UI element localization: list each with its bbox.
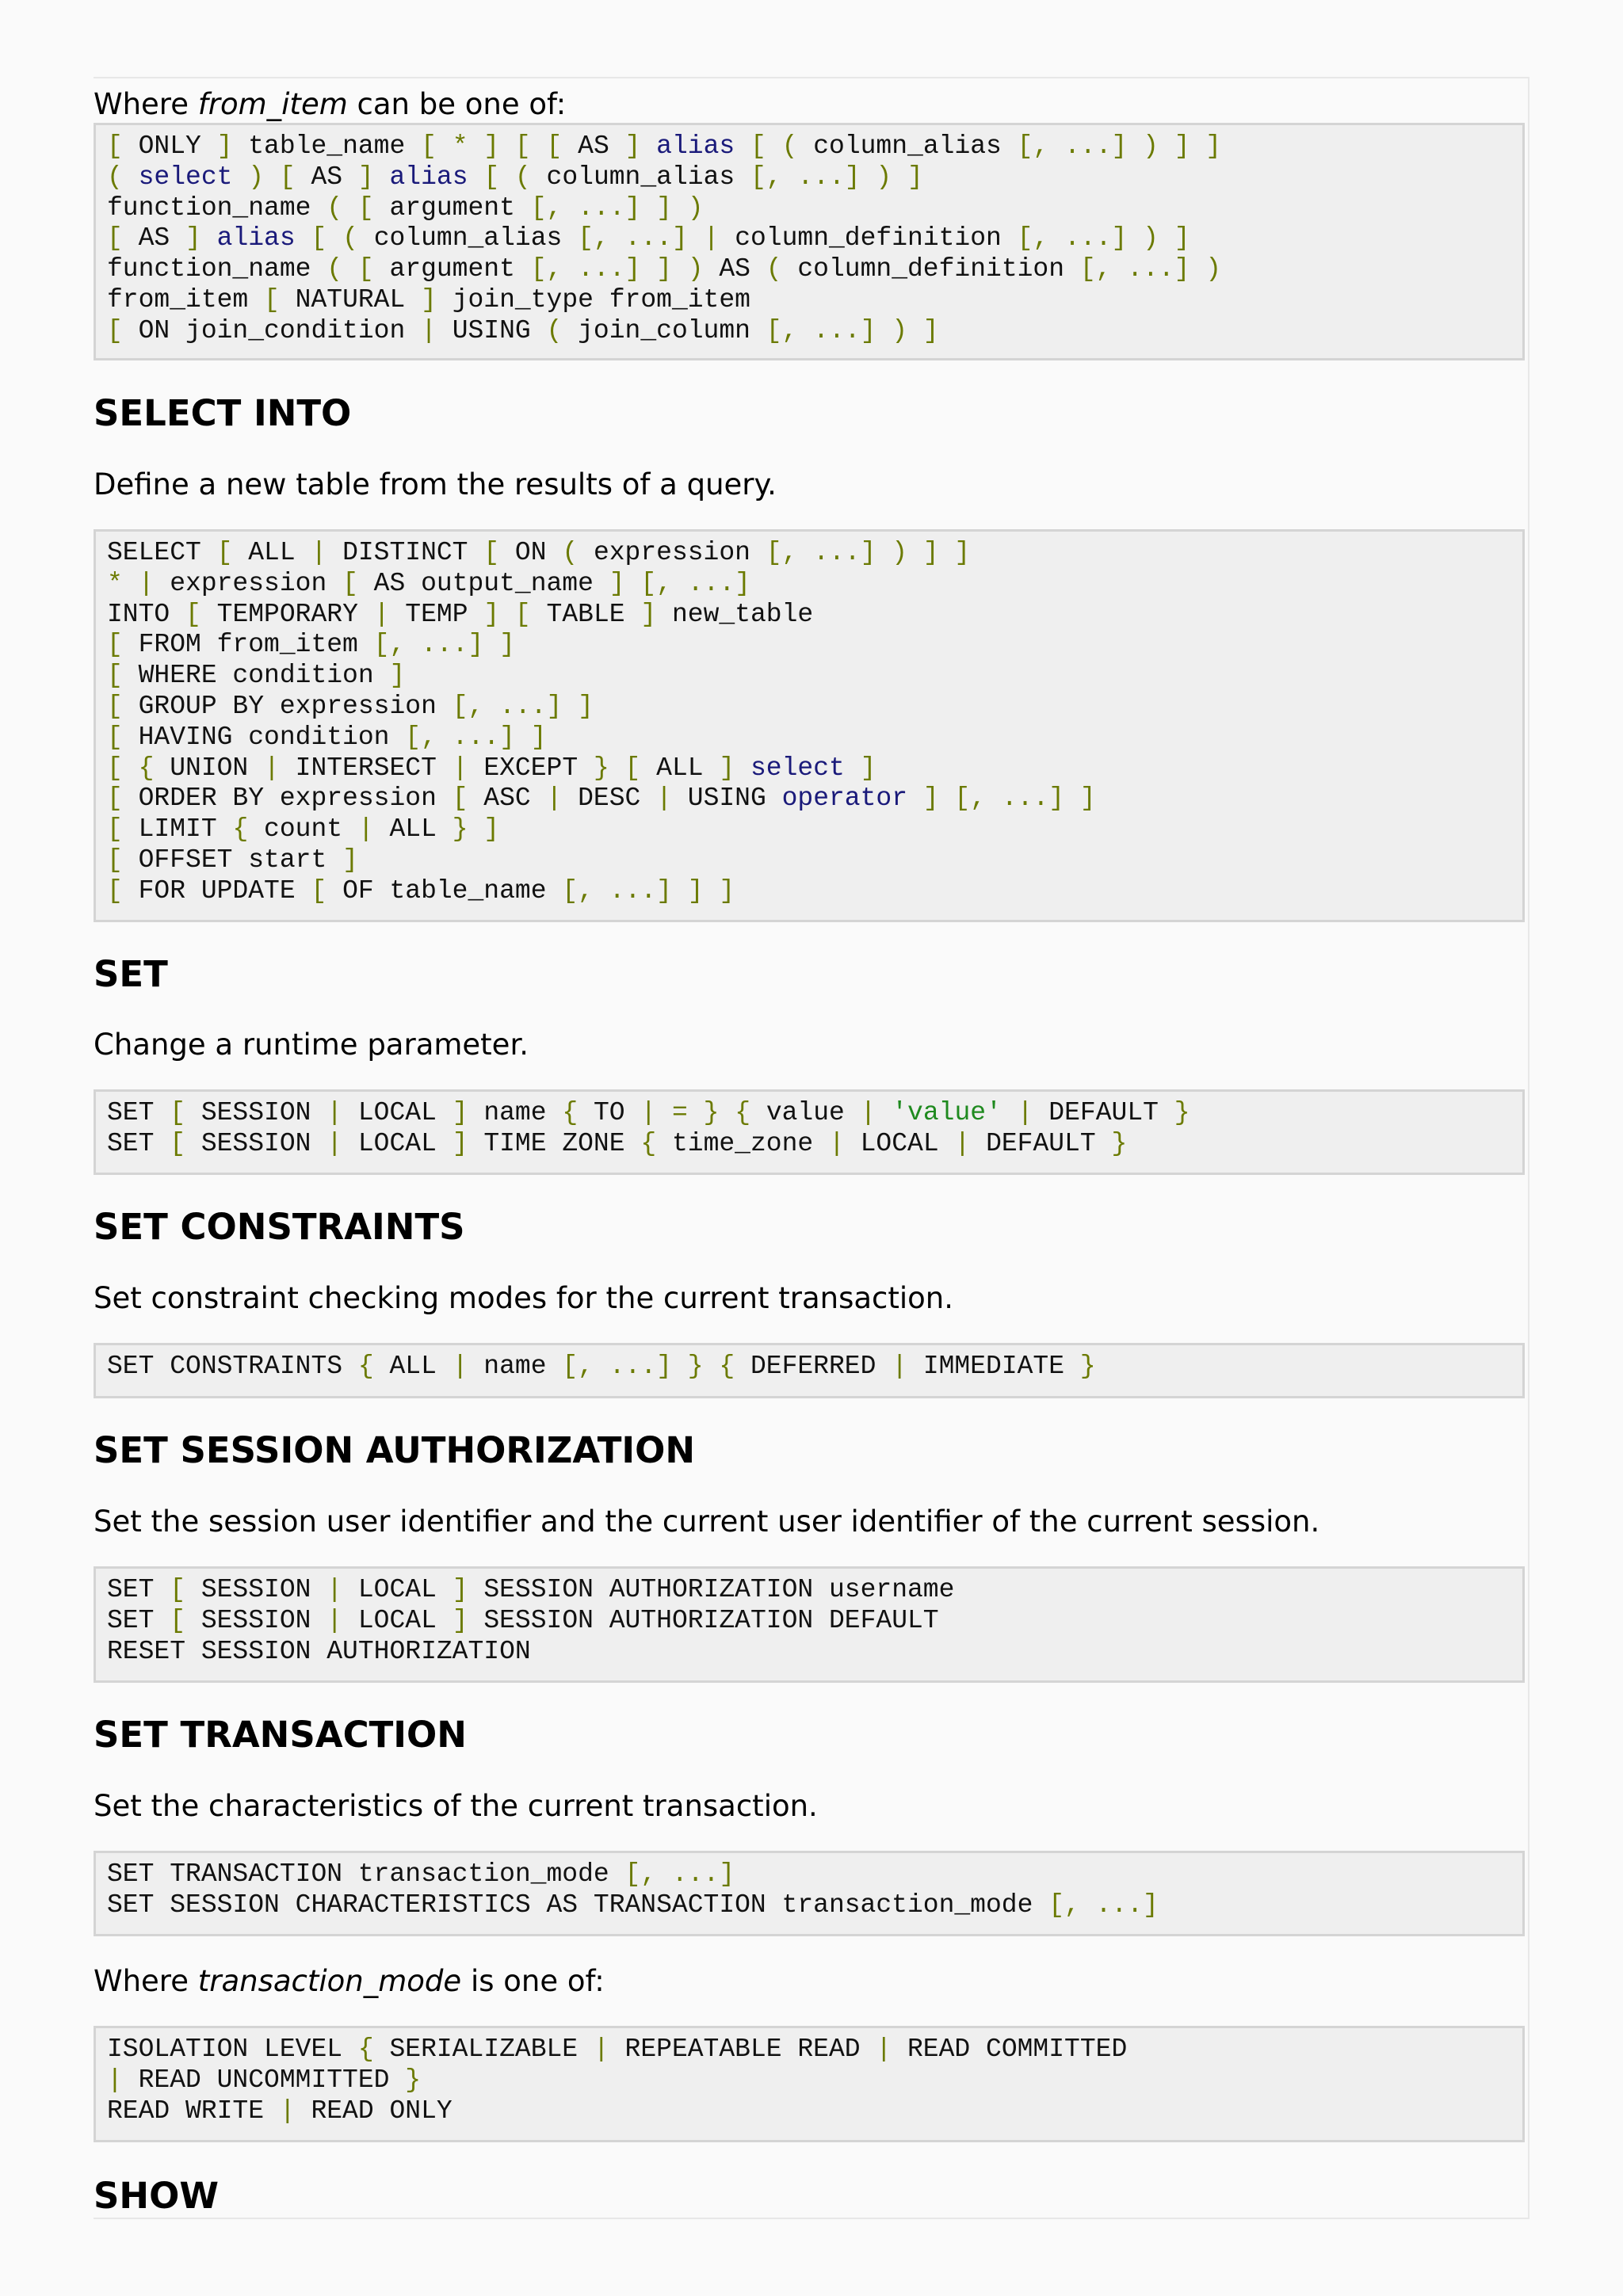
code-line	[107, 132, 1511, 162]
code-punctuation: |	[452, 753, 484, 783]
set-session-authorization-description: Set the session user identifier and the current user identifier of the current session.	[94, 1505, 1320, 1539]
code-line	[107, 1575, 1511, 1606]
code-punctuation: [	[107, 845, 139, 875]
code-punctuation: [	[107, 315, 139, 345]
code-token: value	[766, 1098, 861, 1127]
code-punctuation: |	[860, 1098, 892, 1127]
code-token: NATURAL	[295, 284, 422, 315]
transaction-mode-term: transaction_mode	[197, 1964, 462, 1998]
code-punctuation: [	[452, 784, 484, 814]
code-punctuation: } ]	[452, 814, 500, 845]
code-token: column_definition	[735, 223, 1018, 254]
code-token: SERIALIZABLE	[389, 2035, 594, 2064]
code-punctuation: [, ...] ) ]	[1017, 223, 1190, 254]
code-punctuation: {	[357, 1352, 390, 1381]
code-punctuation: }	[405, 2065, 422, 2095]
code-punctuation: [, ...]	[624, 1859, 735, 1889]
code-token: TIME ZONE	[483, 1128, 641, 1158]
code-line	[107, 723, 1511, 753]
code-line	[107, 753, 1511, 784]
code-punctuation: |	[373, 599, 406, 629]
code-line	[107, 661, 1511, 692]
code-punctuation: |	[954, 1128, 987, 1158]
code-punctuation: [, ...] ]	[452, 691, 594, 721]
code-token: DEFERRED	[750, 1352, 892, 1381]
code-punctuation: [	[170, 1575, 201, 1604]
code-line	[107, 1098, 1511, 1129]
code-token: SET SESSION CHARACTERISTICS AS TRANSACTION transaction_mode	[107, 1890, 1049, 1920]
code-token: READ UNCOMMITTED	[138, 2065, 406, 2095]
code-token: SET	[107, 1575, 170, 1604]
code-punctuation: ]	[185, 223, 217, 254]
code-punctuation: |	[892, 1352, 923, 1381]
code-punctuation: {	[562, 1098, 594, 1127]
code-punctuation: (	[107, 162, 139, 192]
code-token: AS	[138, 223, 186, 254]
code-punctuation: [	[107, 223, 139, 254]
code-punctuation: |	[327, 1575, 358, 1604]
code-token: TEMP	[405, 599, 484, 629]
from-item-code-block	[94, 123, 1525, 360]
code-token: new_table	[671, 599, 814, 629]
code-token: AS	[719, 254, 766, 284]
code-line	[107, 2096, 1511, 2127]
code-token: argument	[389, 254, 531, 284]
code-punctuation: [, ...] ) ]	[750, 162, 923, 192]
code-punctuation: [, ...] |	[578, 223, 735, 254]
code-token: USING	[687, 784, 782, 814]
code-punctuation: [	[107, 722, 139, 752]
code-punctuation: }	[1111, 1128, 1128, 1158]
code-token: ON join_condition	[138, 315, 422, 345]
code-line	[107, 316, 1511, 347]
code-token: ALL	[389, 1352, 453, 1381]
code-punctuation: [, ...] } {	[562, 1352, 750, 1381]
code-punctuation: * |	[107, 568, 170, 598]
code-line	[107, 569, 1511, 600]
code-token: column_alias	[546, 162, 750, 192]
code-token: LOCAL	[357, 1575, 453, 1604]
set-constraints-heading: SET CONSTRAINTS	[94, 1206, 465, 1248]
code-token: FROM from_item	[138, 630, 374, 660]
code-punctuation: [, ...]	[1048, 1890, 1159, 1920]
code-punctuation: [ {	[107, 753, 170, 783]
code-punctuation: | = } {	[640, 1098, 766, 1127]
code-line	[107, 784, 1511, 814]
code-token: DESC	[578, 784, 657, 814]
code-token: ON	[514, 538, 563, 567]
code-punctuation: [	[107, 691, 139, 721]
code-punctuation: ] [	[483, 599, 547, 629]
code-token: time_zone	[671, 1128, 830, 1158]
code-string: 'value'	[892, 1098, 1018, 1127]
code-token: READ ONLY	[311, 2096, 453, 2126]
code-token: function_name	[107, 193, 327, 223]
code-keyword-link: select	[138, 162, 249, 192]
code-punctuation: ]	[640, 599, 672, 629]
code-punctuation: |	[656, 784, 688, 814]
code-line	[107, 630, 1511, 661]
code-line	[107, 692, 1511, 723]
select-into-code-block	[94, 529, 1525, 922]
code-token: REPEATABLE READ	[624, 2035, 876, 2064]
set-transaction-code-block	[94, 1851, 1525, 1936]
code-punctuation: ( [	[327, 254, 390, 284]
code-punctuation: ]	[624, 132, 657, 161]
code-keyword-link: select	[750, 753, 861, 783]
code-token: LOCAL	[357, 1098, 453, 1127]
code-punctuation: |	[311, 538, 343, 567]
code-line	[107, 1129, 1511, 1160]
code-line	[107, 254, 1511, 285]
code-token: LOCAL	[357, 1128, 453, 1158]
code-token: column_definition	[797, 254, 1080, 284]
code-token: column_alias	[813, 132, 1018, 161]
select-into-heading: SELECT INTO	[94, 392, 352, 434]
code-line	[107, 162, 1511, 193]
code-line	[107, 876, 1511, 907]
code-token: READ WRITE	[107, 2096, 280, 2126]
code-line	[107, 1606, 1511, 1637]
code-token: DEFAULT	[986, 1128, 1112, 1158]
code-punctuation: [, ...] ] )	[530, 193, 704, 223]
code-punctuation: [ (	[750, 132, 814, 161]
from-item-intro: Where from_item can be one of:	[94, 87, 567, 121]
code-punctuation: {	[232, 814, 265, 845]
code-line	[107, 600, 1511, 631]
set-transaction-description: Set the characteristics of the current transaction.	[94, 1789, 818, 1823]
code-token: SELECT	[107, 538, 217, 567]
code-token: ALL	[248, 538, 311, 567]
code-punctuation: |	[452, 1352, 484, 1381]
code-punctuation: |	[327, 1128, 358, 1158]
code-token: expression	[593, 538, 766, 567]
code-punctuation: (	[766, 254, 798, 284]
code-punctuation: ] [, ...] ]	[922, 784, 1096, 814]
code-line	[107, 845, 1511, 876]
select-into-description: Define a new table from the results of a query.	[94, 467, 777, 502]
code-punctuation: }	[1174, 1098, 1190, 1127]
code-punctuation: ]	[452, 1128, 484, 1158]
code-punctuation: ]	[860, 753, 876, 783]
code-punctuation: [, ...] ) ] ]	[1017, 132, 1222, 161]
transaction-mode-intro: Where transaction_mode is one of:	[94, 1964, 605, 1998]
code-token: WHERE condition	[138, 661, 390, 691]
code-token: DISTINCT	[342, 538, 484, 567]
code-token: IMMEDIATE	[922, 1352, 1080, 1381]
code-token: ALL	[656, 753, 720, 783]
code-punctuation: ]	[421, 284, 453, 315]
code-token: TABLE	[546, 599, 641, 629]
code-token: INTERSECT	[295, 753, 453, 783]
code-punctuation: |	[829, 1128, 861, 1158]
code-token: argument	[389, 193, 531, 223]
code-token: OFFSET start	[138, 845, 343, 875]
code-punctuation: ) [	[248, 162, 311, 192]
code-punctuation: {	[640, 1128, 672, 1158]
code-punctuation: |	[357, 814, 390, 845]
code-punctuation: [	[107, 661, 139, 691]
code-token: INTO	[107, 599, 186, 629]
code-token: UNION	[170, 753, 265, 783]
code-punctuation: }	[1079, 1352, 1096, 1381]
code-line	[107, 1637, 1511, 1668]
code-punctuation: [ (	[311, 223, 374, 254]
code-keyword-link: alias	[656, 132, 750, 161]
code-punctuation: [	[107, 630, 139, 660]
set-session-authorization-heading: SET SESSION AUTHORIZATION	[94, 1429, 696, 1471]
code-line	[107, 1352, 1511, 1383]
show-heading: SHOW	[94, 2175, 219, 2217]
code-token: LOCAL	[860, 1128, 955, 1158]
code-token: expression	[170, 568, 343, 598]
code-token: DEFAULT	[1048, 1098, 1174, 1127]
code-punctuation: ]	[389, 661, 406, 691]
set-heading: SET	[94, 953, 168, 995]
code-punctuation: (	[562, 538, 594, 567]
set-description: Change a runtime parameter.	[94, 1028, 529, 1062]
code-punctuation: ]	[452, 1605, 484, 1635]
code-punctuation: [	[264, 284, 296, 315]
code-token: GROUP BY expression	[138, 691, 453, 721]
code-punctuation: [, ...] ] ]	[562, 875, 735, 906]
code-punctuation: [	[107, 875, 139, 906]
code-token: SESSION	[200, 1605, 327, 1635]
code-line	[107, 285, 1511, 316]
code-token: SESSION	[200, 1128, 327, 1158]
code-token: LIMIT	[138, 814, 233, 845]
set-constraints-code-block	[94, 1343, 1525, 1398]
set-constraints-description: Set constraint checking modes for the current transaction.	[94, 1281, 954, 1315]
code-punctuation: [, ...] ]	[373, 630, 515, 660]
code-keyword-link: alias	[389, 162, 484, 192]
code-token: column_alias	[373, 223, 579, 254]
code-token: name	[483, 1098, 563, 1127]
code-line	[107, 193, 1511, 224]
set-transaction-heading: SET TRANSACTION	[94, 1714, 467, 1756]
code-punctuation: ]	[216, 132, 249, 161]
code-line	[107, 814, 1511, 845]
code-punctuation: [	[216, 538, 249, 567]
code-punctuation: [	[185, 599, 217, 629]
code-punctuation: } [	[593, 753, 657, 783]
code-punctuation: ]	[357, 162, 390, 192]
code-token: join_type from_item	[452, 284, 750, 315]
code-punctuation: ( [	[327, 193, 390, 223]
code-line	[107, 223, 1511, 254]
code-line	[107, 538, 1511, 569]
code-punctuation: [	[483, 538, 515, 567]
code-token: SET	[107, 1128, 170, 1158]
code-token: ONLY	[138, 132, 217, 161]
code-line	[107, 1890, 1511, 1921]
code-token: SET	[107, 1098, 170, 1127]
code-punctuation: [	[170, 1605, 201, 1635]
code-punctuation: |	[593, 2035, 625, 2064]
code-token: HAVING condition	[138, 722, 406, 752]
code-punctuation: |	[107, 2065, 139, 2095]
code-token: count	[264, 814, 358, 845]
code-token: TEMPORARY	[216, 599, 374, 629]
code-token: LOCAL	[357, 1605, 453, 1635]
code-token: from_item	[107, 284, 265, 315]
code-punctuation: [	[342, 568, 374, 598]
code-line	[107, 2035, 1511, 2065]
code-token: SESSION	[200, 1575, 327, 1604]
code-punctuation: [, ...] )	[1079, 254, 1222, 284]
code-punctuation: |	[1017, 1098, 1049, 1127]
code-punctuation: |	[279, 2096, 311, 2126]
code-punctuation: (	[546, 315, 579, 345]
code-punctuation: |	[876, 2035, 907, 2064]
code-token: SET TRANSACTION transaction_mode	[107, 1859, 625, 1889]
code-token: AS	[311, 162, 358, 192]
code-punctuation: [	[107, 814, 139, 845]
code-punctuation: |	[327, 1605, 358, 1635]
code-punctuation: {	[357, 2035, 390, 2064]
code-token: function_name	[107, 254, 327, 284]
code-punctuation: [	[311, 875, 343, 906]
code-punctuation: [	[170, 1098, 201, 1127]
code-punctuation: |	[264, 753, 296, 783]
code-punctuation: [	[170, 1128, 201, 1158]
code-punctuation: [	[107, 784, 139, 814]
code-token: OF table_name	[342, 875, 563, 906]
code-punctuation: [, ...] ]	[405, 722, 547, 752]
code-punctuation: [	[107, 132, 139, 161]
transaction-mode-code-block	[94, 2026, 1525, 2142]
code-token: SESSION AUTHORIZATION DEFAULT	[483, 1605, 939, 1635]
code-punctuation: |	[421, 315, 453, 345]
set-code-block	[94, 1089, 1525, 1175]
code-punctuation: [, ...] ) ] ]	[766, 538, 971, 567]
code-keyword-link: operator	[781, 784, 923, 814]
from-item-term: from_item	[197, 87, 348, 121]
code-token: SESSION AUTHORIZATION username	[483, 1575, 955, 1604]
code-token: ASC	[483, 784, 547, 814]
code-token: TO	[593, 1098, 641, 1127]
code-token: SESSION	[200, 1098, 327, 1127]
code-punctuation: [, ...] ) ]	[766, 315, 939, 345]
code-punctuation: [ * ] [ [	[421, 132, 579, 161]
code-punctuation: [, ...] ] )	[530, 254, 720, 284]
code-token: EXCEPT	[483, 753, 594, 783]
code-token: RESET SESSION AUTHORIZATION	[107, 1636, 531, 1666]
code-token: USING	[452, 315, 547, 345]
code-punctuation: [ (	[483, 162, 547, 192]
code-token: SET	[107, 1605, 170, 1635]
code-token: name	[483, 1352, 563, 1381]
code-token: AS	[578, 132, 625, 161]
code-token: ORDER BY expression	[138, 784, 453, 814]
code-punctuation: ]	[342, 845, 358, 875]
code-keyword-link: alias	[216, 223, 311, 254]
code-punctuation: |	[327, 1098, 358, 1127]
code-punctuation: ]	[452, 1575, 484, 1604]
code-token: FOR UPDATE	[138, 875, 311, 906]
code-token: table_name	[248, 132, 422, 161]
code-token: AS output_name	[373, 568, 609, 598]
code-token: ISOLATION LEVEL	[107, 2035, 358, 2064]
code-punctuation: |	[546, 784, 579, 814]
code-token: READ COMMITTED	[907, 2035, 1128, 2064]
code-token: SET CONSTRAINTS	[107, 1352, 358, 1381]
set-session-authorization-code-block	[94, 1566, 1525, 1683]
code-punctuation: ] [, ...]	[609, 568, 750, 598]
code-line	[107, 2065, 1511, 2096]
code-line	[107, 1859, 1511, 1890]
code-token: join_column	[578, 315, 766, 345]
code-token: ALL	[389, 814, 453, 845]
code-punctuation: ]	[452, 1098, 484, 1127]
code-punctuation: ]	[719, 753, 750, 783]
